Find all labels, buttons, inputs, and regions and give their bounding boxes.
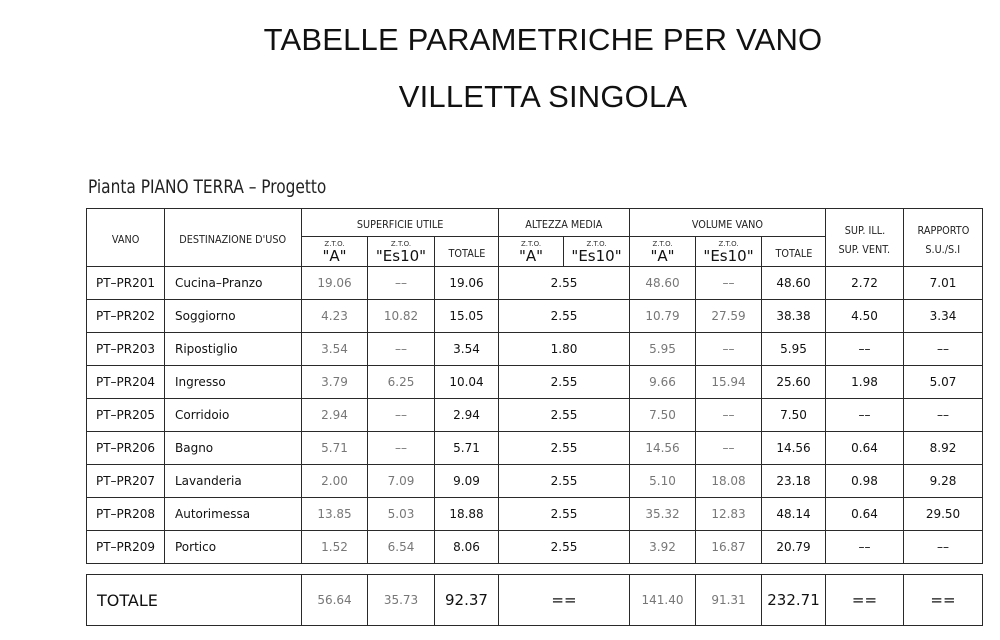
altezza-cell: 2.55 — [499, 531, 630, 564]
vol-totale-cell: 48.60 — [762, 267, 826, 300]
altezza-cell: 2.55 — [499, 498, 630, 531]
header-vol-totale: TOTALE — [762, 237, 826, 267]
header-su-totale: TOTALE — [435, 237, 499, 267]
header-superficie-utile: SUPERFICIE UTILE — [302, 209, 499, 237]
vano-cell: PT–PR208 — [87, 498, 165, 531]
su-a-cell: 5.71 — [302, 432, 368, 465]
vano-cell: PT–PR209 — [87, 531, 165, 564]
vol-a-cell: 3.92 — [630, 531, 696, 564]
vol-es10-cell: –– — [696, 399, 762, 432]
su-totale-cell: 8.06 — [435, 531, 499, 564]
totals-sup-ill: == — [826, 575, 904, 626]
table-row — [87, 333, 983, 366]
vol-totale-cell: 5.95 — [762, 333, 826, 366]
altezza-cell: 2.55 — [499, 399, 630, 432]
table-row — [87, 498, 983, 531]
rapporto-cell: 5.07 — [904, 366, 983, 399]
header-sup-ill-vent: SUP. ILL. SUP. VENT. — [826, 209, 904, 267]
totals-vol-es10: 91.31 — [696, 575, 762, 626]
sup-ill-cell: –– — [826, 333, 904, 366]
document-subtitle: VILLETTA SINGOLA — [398, 79, 688, 114]
totals-rapporto: == — [904, 575, 983, 626]
rapporto-cell: 7.01 — [904, 267, 983, 300]
vol-es10-cell: –– — [696, 267, 762, 300]
header-destinazione: DESTINAZIONE D'USO — [165, 209, 302, 267]
su-a-cell: 19.06 — [302, 267, 368, 300]
totals-vol-a: 141.40 — [630, 575, 696, 626]
destinazione-cell: Lavanderia — [165, 465, 302, 498]
su-es10-cell: –– — [368, 333, 435, 366]
su-totale-cell: 15.05 — [435, 300, 499, 333]
rapporto-cell: 9.28 — [904, 465, 983, 498]
rapporto-cell: –– — [904, 531, 983, 564]
header-su-zone-a: Z.T.O. "A" — [302, 237, 368, 267]
su-es10-cell: 6.25 — [368, 366, 435, 399]
su-es10-cell: 10.82 — [368, 300, 435, 333]
sup-ill-cell: 4.50 — [826, 300, 904, 333]
su-a-cell: 2.94 — [302, 399, 368, 432]
su-a-cell: 4.23 — [302, 300, 368, 333]
destinazione-cell: Soggiorno — [165, 300, 302, 333]
su-es10-cell: –– — [368, 267, 435, 300]
vol-a-cell: 48.60 — [630, 267, 696, 300]
header-vano: VANO — [87, 209, 165, 267]
destinazione-cell: Autorimessa — [165, 498, 302, 531]
vol-es10-cell: 12.83 — [696, 498, 762, 531]
vano-cell: PT–PR203 — [87, 333, 165, 366]
su-totale-cell: 2.94 — [435, 399, 499, 432]
su-totale-cell: 3.54 — [435, 333, 499, 366]
vol-a-cell: 10.79 — [630, 300, 696, 333]
sup-ill-cell: –– — [826, 531, 904, 564]
vano-cell: PT–PR205 — [87, 399, 165, 432]
su-totale-cell: 18.88 — [435, 498, 499, 531]
vol-es10-cell: 18.08 — [696, 465, 762, 498]
su-es10-cell: 5.03 — [368, 498, 435, 531]
vol-totale-cell: 48.14 — [762, 498, 826, 531]
rapporto-cell: –– — [904, 399, 983, 432]
vol-totale-cell: 23.18 — [762, 465, 826, 498]
altezza-cell: 1.80 — [499, 333, 630, 366]
su-totale-cell: 19.06 — [435, 267, 499, 300]
su-a-cell: 13.85 — [302, 498, 368, 531]
vano-cell: PT–PR206 — [87, 432, 165, 465]
section-heading: Pianta PIANO TERRA – Progetto — [88, 176, 327, 198]
destinazione-cell: Bagno — [165, 432, 302, 465]
altezza-cell: 2.55 — [499, 465, 630, 498]
totals-su-es10: 35.73 — [368, 575, 435, 626]
su-es10-cell: 6.54 — [368, 531, 435, 564]
altezza-cell: 2.55 — [499, 300, 630, 333]
sup-ill-cell: 1.98 — [826, 366, 904, 399]
table-row — [87, 465, 983, 498]
table-row — [87, 432, 983, 465]
table-row — [87, 399, 983, 432]
su-totale-cell: 5.71 — [435, 432, 499, 465]
parameters-table — [86, 208, 983, 564]
vano-cell: PT–PR201 — [87, 267, 165, 300]
vol-a-cell: 5.95 — [630, 333, 696, 366]
vol-es10-cell: 27.59 — [696, 300, 762, 333]
vol-a-cell: 14.56 — [630, 432, 696, 465]
su-totale-cell: 9.09 — [435, 465, 499, 498]
vol-es10-cell: –– — [696, 333, 762, 366]
vano-cell: PT–PR207 — [87, 465, 165, 498]
vol-totale-cell: 38.38 — [762, 300, 826, 333]
vol-totale-cell: 20.79 — [762, 531, 826, 564]
rapporto-cell: 3.34 — [904, 300, 983, 333]
destinazione-cell: Corridoio — [165, 399, 302, 432]
vano-cell: PT–PR202 — [87, 300, 165, 333]
su-totale-cell: 10.04 — [435, 366, 499, 399]
vano-cell: PT–PR204 — [87, 366, 165, 399]
header-rapporto: RAPPORTO S.U./S.I — [904, 209, 983, 267]
vol-totale-cell: 7.50 — [762, 399, 826, 432]
table-row — [87, 531, 983, 564]
destinazione-cell: Portico — [165, 531, 302, 564]
vol-a-cell: 9.66 — [630, 366, 696, 399]
vol-es10-cell: –– — [696, 432, 762, 465]
altezza-cell: 2.55 — [499, 366, 630, 399]
su-a-cell: 1.52 — [302, 531, 368, 564]
sup-ill-cell: 0.64 — [826, 498, 904, 531]
sup-ill-cell: –– — [826, 399, 904, 432]
header-alt-zone-es10: Z.T.O. "Es10" — [564, 237, 630, 267]
table-row — [87, 366, 983, 399]
vol-totale-cell: 14.56 — [762, 432, 826, 465]
totals-vol-totale: 232.71 — [762, 575, 826, 626]
vol-totale-cell: 25.60 — [762, 366, 826, 399]
totals-label: TOTALE — [87, 575, 302, 626]
vol-a-cell: 7.50 — [630, 399, 696, 432]
totals-su-a: 56.64 — [302, 575, 368, 626]
destinazione-cell: Ingresso — [165, 366, 302, 399]
totals-table — [86, 574, 983, 626]
header-volume-vano: VOLUME VANO — [630, 209, 826, 237]
su-es10-cell: –– — [368, 432, 435, 465]
header-altezza-media: ALTEZZA MEDIA — [499, 209, 630, 237]
altezza-cell: 2.55 — [499, 432, 630, 465]
totals-row — [87, 575, 983, 626]
totals-su-totale: 92.37 — [435, 575, 499, 626]
table-row — [87, 267, 983, 300]
vol-es10-cell: 15.94 — [696, 366, 762, 399]
vol-a-cell: 5.10 — [630, 465, 696, 498]
destinazione-cell: Cucina–Pranzo — [165, 267, 302, 300]
su-a-cell: 2.00 — [302, 465, 368, 498]
sup-ill-cell: 2.72 — [826, 267, 904, 300]
su-es10-cell: –– — [368, 399, 435, 432]
rapporto-cell: 8.92 — [904, 432, 983, 465]
sup-ill-cell: 0.98 — [826, 465, 904, 498]
document-title: TABELLE PARAMETRICHE PER VANO — [263, 22, 823, 57]
header-alt-zone-a: Z.T.O. "A" — [499, 237, 564, 267]
destinazione-cell: Ripostiglio — [165, 333, 302, 366]
totals-altezza: == — [499, 575, 630, 626]
rapporto-cell: –– — [904, 333, 983, 366]
rapporto-cell: 29.50 — [904, 498, 983, 531]
su-a-cell: 3.79 — [302, 366, 368, 399]
altezza-cell: 2.55 — [499, 267, 630, 300]
su-a-cell: 3.54 — [302, 333, 368, 366]
vol-a-cell: 35.32 — [630, 498, 696, 531]
header-vol-zone-es10: Z.T.O. "Es10" — [696, 237, 762, 267]
vol-es10-cell: 16.87 — [696, 531, 762, 564]
su-es10-cell: 7.09 — [368, 465, 435, 498]
header-vol-zone-a: Z.T.O. "A" — [630, 237, 696, 267]
table-row — [87, 300, 983, 333]
header-su-zone-es10: Z.T.O. "Es10" — [368, 237, 435, 267]
sup-ill-cell: 0.64 — [826, 432, 904, 465]
